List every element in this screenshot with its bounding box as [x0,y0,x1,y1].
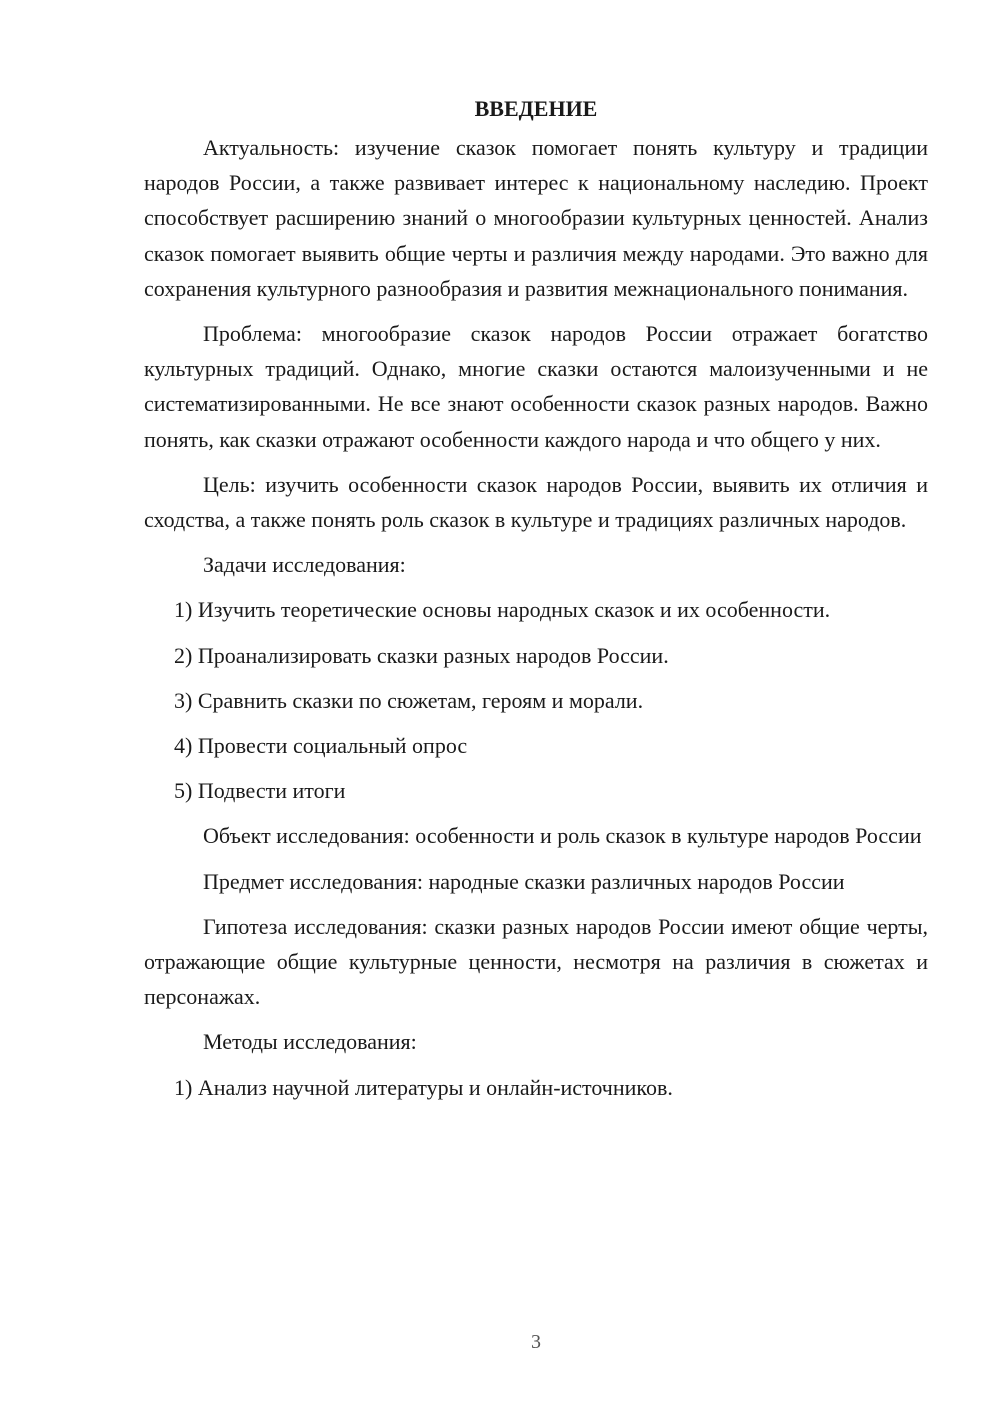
task-item: 4) Провести социальный опрос [174,733,468,759]
tasks-heading: Задачи исследования: [203,552,406,578]
page-number: 3 [531,1331,541,1353]
methods-list [144,1070,928,1105]
task-item: 3) Сравнить сказки по сюжетам, героям и морали. [174,687,644,713]
object-paragraph: Объект исследования: особенности и роль сказок в культуре народов России [203,823,922,849]
task-item: 2) Проанализировать сказки разных народов России. [174,642,669,668]
goal-paragraph: Цель: изучить особенности сказок народов России, выявить их отличия и сходства, а также понять роль сказок в культуре и традициях различных народов. [144,471,928,533]
subject-paragraph: Предмет исследования: народные сказки различных народов России [203,868,845,894]
task-item: 5) Подвести итоги [174,778,346,804]
task-item: 1) Изучить теоретические основы народных сказок и их особенности. [174,597,831,623]
methods-heading: Методы исследования: [203,1029,417,1055]
hypothesis-paragraph: Гипотеза исследования: сказки разных народов России имеют общие черты, отражающие общие культурные ценности, несмотря на различия в сюжетах и персонажах. [144,913,928,1010]
actuality-paragraph: Актуальность: изучение сказок помогает понять культуру и традиции народов России, а также развивает интерес к национальному наследию. Проект способствует расширению знаний о многообразии культурных ценностей. Анализ сказок помогает выявить общие черты и различия между народами. Это важно для сохранения культурного разнообразия и развития межнационального понимания. [144,135,928,301]
tasks-list [144,592,928,808]
problem-paragraph: Проблема: многообразие сказок народов России отражает богатство культурных традиций. Однако, многие сказки остаются малоизученными и не систематизированными. Не все знают особенности сказок разных народов. Важно понять, как сказки отражают особенности каждого народа и что общего у них. [144,321,928,452]
page-content [144,92,928,1115]
section-title: ВВЕДЕНИЕ [474,96,598,121]
method-item: 1) Анализ научной литературы и онлайн-источников. [174,1074,673,1100]
